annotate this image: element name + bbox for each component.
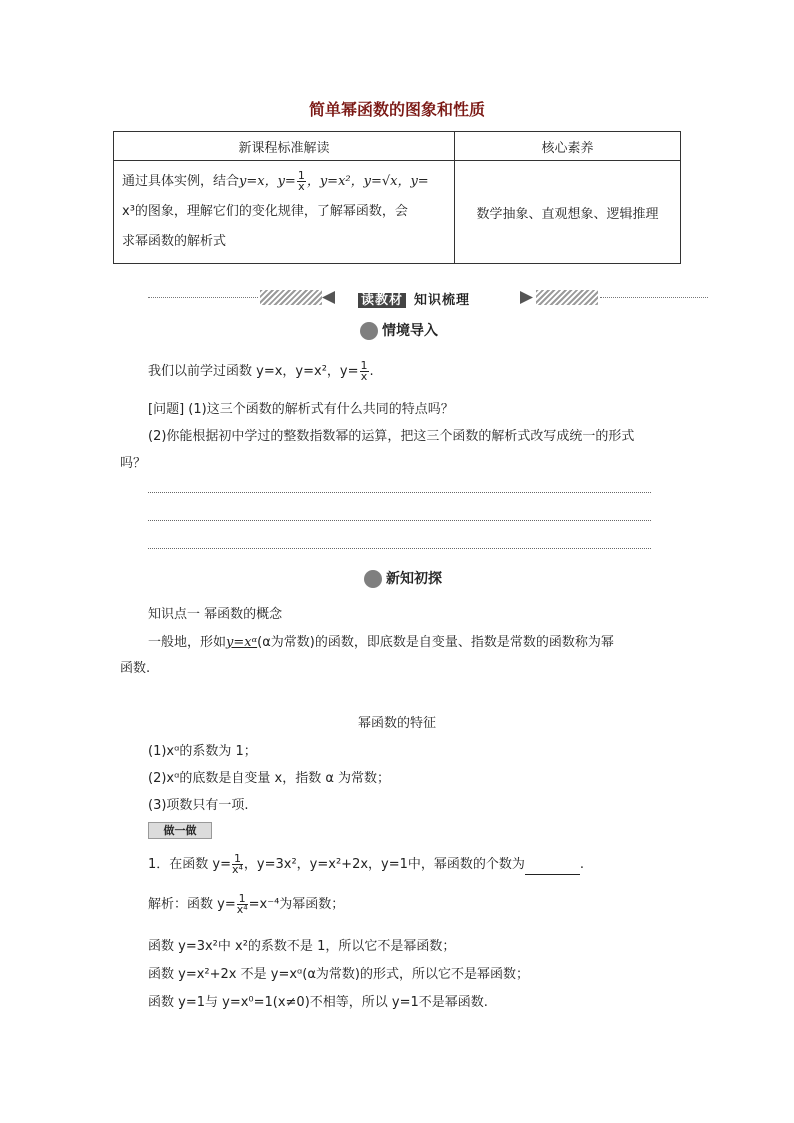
solution-text-a: 解析：函数 y= [148, 897, 236, 912]
intro-fraction [360, 361, 369, 382]
practice-tag-text: 做一做 [163, 824, 197, 837]
right-arrow-icon [520, 291, 533, 304]
exercise-text-c: . [579, 857, 585, 872]
frac-num: 1 [360, 359, 368, 372]
practice-tag [148, 822, 212, 839]
answer-line [148, 492, 651, 493]
left-text-c: ，y=x²，y=√x，y= [306, 174, 429, 189]
definition-a: 一般地，形如 [148, 635, 227, 650]
feature-1: (1)xᵅ的系数为 1； [148, 744, 257, 759]
frac-num: 1 [238, 892, 246, 905]
table-cell-right: 数学抽象、直观想象、逻辑推理 [455, 161, 681, 264]
definition-line [148, 631, 614, 650]
solution-line-4: 函数 y=1与 y=x⁰=1(x≠0)不相等，所以 y=1不是幂函数. [148, 995, 488, 1010]
solution-line-1 [148, 893, 344, 915]
frac-den: x [298, 180, 305, 193]
intro-line [148, 360, 374, 382]
feature-3: (3)项数只有一项. [148, 798, 249, 813]
intro-text-b: . [369, 364, 374, 379]
frac-den: x⁴ [232, 863, 243, 876]
question-2-cont: 吗？ [120, 456, 147, 471]
section-heading-new-text: 新知初探 [386, 571, 442, 587]
frac-den: x [360, 370, 368, 383]
intro-text-a: 我们以前学过函数 y=x，y=x²，y= [148, 364, 359, 379]
pen-icon [360, 322, 378, 340]
feature-2: (2)xᵅ的底数是自变量 x，指数 α 为常数； [148, 771, 391, 786]
left-arrow-icon [322, 291, 335, 304]
answer-line [148, 548, 651, 549]
frac-den: x⁴ [236, 903, 248, 916]
book-icon [364, 570, 382, 588]
table-left-line2: x³的图象，理解它们的变化规律，了解幂函数，会 [122, 204, 408, 219]
solution-line-2: 函数 y=3x²中 x²的系数不是 1，所以它不是幂函数； [148, 939, 456, 954]
band-label-a: 读教材 [358, 293, 406, 308]
question-1: [问题] (1)这三个函数的解析式有什么共同的特点吗？ [148, 402, 454, 417]
table-left-line1 [122, 167, 446, 197]
table-head-left: 新课程标准解读 [114, 132, 455, 161]
section-heading-new [364, 568, 442, 588]
band-label-b: 知识梳理 [414, 293, 471, 308]
band-dots-left [148, 297, 258, 298]
definition-cont: 函数. [120, 661, 151, 676]
left-text-a: 通过具体实例，结合 [122, 174, 240, 189]
solution-text-b: =x⁻⁴为幂函数； [248, 897, 345, 912]
band-hatch-left [260, 290, 322, 305]
answer-line [148, 520, 651, 521]
section-band [148, 288, 708, 308]
definition-underlined: y=xᵅ [226, 635, 258, 650]
frac-num: 1 [233, 852, 241, 865]
left-text-b: y=x，y= [239, 174, 296, 189]
fraction-1-over-x [297, 171, 306, 192]
section-heading-situation [360, 320, 438, 340]
section-heading-situation-text: 情境导入 [382, 323, 438, 339]
table-left-line3: 求幂函数的解析式 [122, 234, 227, 249]
definition-b: (α为常数)的函数，即底数是自变量、指数是常数的函数称为幂 [257, 635, 614, 650]
band-dots-right [600, 297, 708, 298]
band-label [358, 289, 470, 308]
knowledge-point-title: 知识点一 幂函数的概念 [148, 607, 283, 622]
solution-fraction [237, 894, 248, 915]
page-title: 简单幂函数的图象和性质 [308, 100, 485, 119]
feature-title: 幂函数的特征 [357, 716, 436, 731]
answer-blank[interactable] [525, 862, 580, 875]
exercise-text-a: 1．在函数 y= [148, 857, 231, 872]
band-hatch-right [536, 290, 598, 305]
exercise-text-b: ，y=3x²，y=x²+2x，y=1中，幂函数的个数为 [243, 857, 525, 872]
solution-line-3: 函数 y=x²+2x 不是 y=xᵅ(α为常数)的形式，所以它不是幂函数； [148, 967, 530, 982]
standards-table [113, 131, 681, 264]
frac-num: 1 [297, 169, 305, 182]
exercise-fraction [232, 854, 243, 875]
exercise-1 [148, 853, 584, 875]
table-cell-left [114, 161, 455, 264]
question-2: (2)你能根据初中学过的整数指数幂的运算，把这三个函数的解析式改写成统一的形式 [148, 429, 635, 444]
table-head-right: 核心素养 [455, 132, 681, 161]
